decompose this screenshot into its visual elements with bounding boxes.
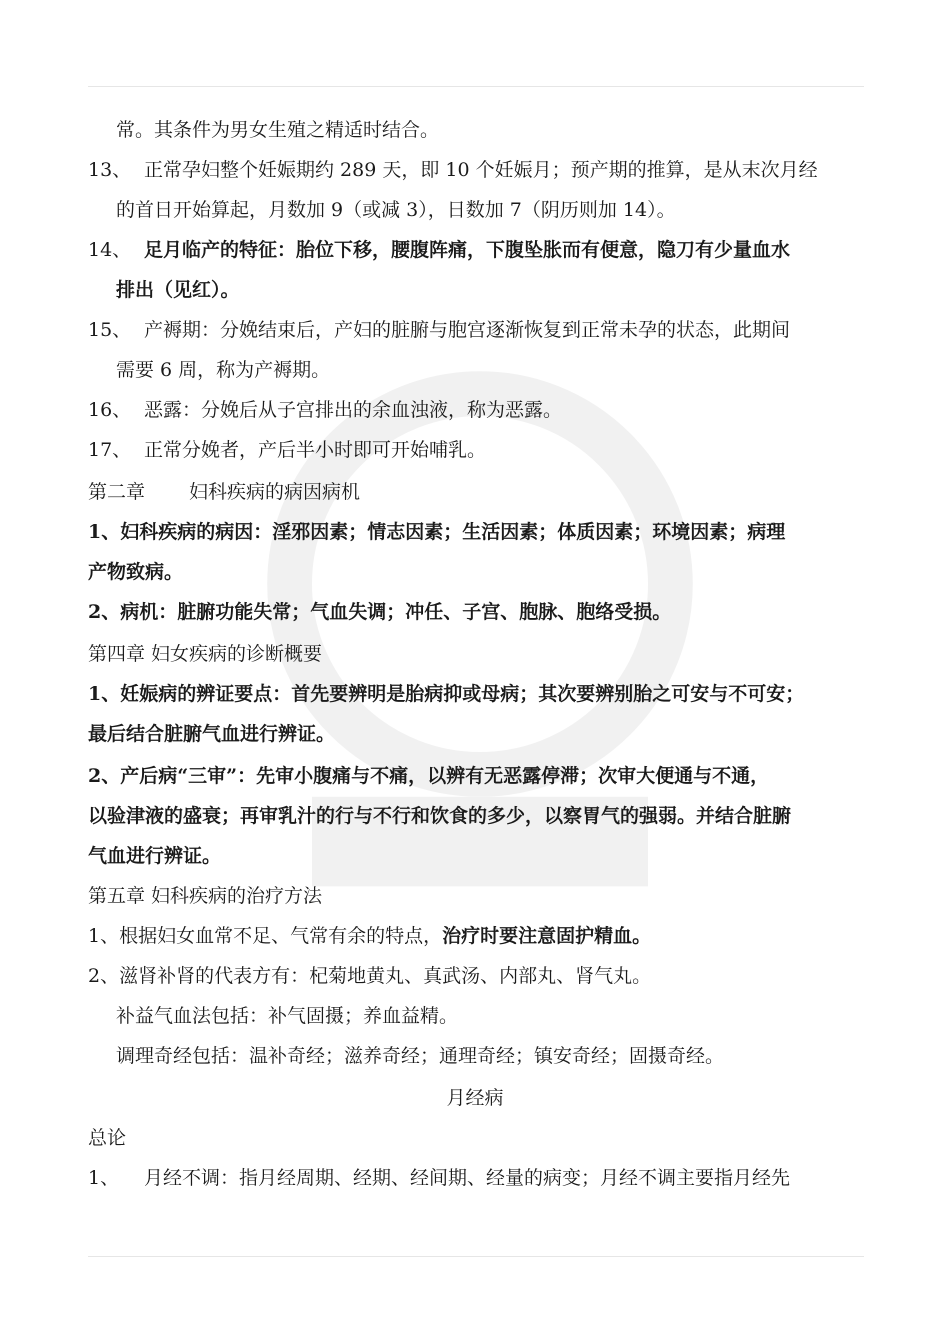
item-number: 17、 [88,439,132,461]
footer-rule [88,1256,864,1257]
text-line: 气血进行辨证。 [88,845,222,867]
text-line: 补益气血法包括：补气固摄；养血益精。 [116,1005,459,1027]
list-item-14 [88,236,790,264]
chapter-4-heading: 第四章 妇女疾病的诊断概要 [88,643,323,665]
item-text: 正常孕妇整个妊娠期约 289 天，即 10 个妊娠月；预产期的推算，是从末次月经 [144,159,818,181]
list-item-17 [88,436,486,464]
subsection-title: 总论 [88,1127,127,1149]
text-normal: 1、根据妇女血常不足、气常有余的特点， [88,925,443,947]
header-rule [88,86,864,87]
text-line: 以验津液的盛衰；再审乳汁的行与不行和饮食的多少，以察胃气的强弱。并结合脏腑 [88,805,792,827]
text-line: 1、妇科疾病的病因：淫邪因素；情志因素；生活因素；体质因素；环境因素；病理 [88,521,786,543]
item-number: 1、 [88,1167,120,1189]
item-text: 恶露：分娩后从子宫排出的余血浊液，称为恶露。 [144,399,563,421]
text-line: 常。其条件为男女生殖之精适时结合。 [116,119,440,141]
item-number: 13、 [88,159,132,181]
chapter-2-heading [88,478,360,506]
list-item-13 [88,156,818,184]
chapter-label: 第二章 [88,481,146,503]
list-item-15 [88,316,790,344]
text-line: 2、滋肾补肾的代表方有：杞菊地黄丸、真武汤、内部丸、肾气丸。 [88,965,652,987]
chapter-title: 妇科疾病的病因病机 [189,481,361,503]
text-line: 产物致病。 [88,561,184,583]
item-number: 14、 [88,239,132,261]
item-text: 正常分娩者，产后半小时即可开始哺乳。 [144,439,487,461]
section-title: 月经病 [446,1087,504,1109]
text-line: 排出（见红）。 [116,279,240,301]
text-line: 需要 6 周，称为产褥期。 [116,359,331,381]
text-line: 2、产后病“三审”：先审小腹痛与不痛，以辨有无恶露停滞；次审大便通与不通， [88,765,770,787]
item-text: 产褥期：分娩结束后，产妇的脏腑与胞宫逐渐恢复到正常未孕的状态，此期间 [144,319,791,341]
list-item-16 [88,396,562,424]
item-text: 月经不调：指月经周期、经期、经间期、经量的病变；月经不调主要指月经先 [144,1167,791,1189]
text-line: 1、妊娠病的辨证要点：首先要辨明是胎病抑或母病；其次要辨别胎之可安与不可安； [88,683,805,705]
item-number: 16、 [88,399,132,421]
item-text: 足月临产的特征：胎位下移，腰腹阵痛，下腹坠胀而有便意，隐刀有少量血水 [144,239,791,261]
list-item-1 [88,1164,790,1192]
text-line: 2、病机：脏腑功能失常；气血失调；冲任、子宫、胞脉、胞络受损。 [88,601,672,623]
text-line: 的首日开始算起，月数加 9（或减 3），日数加 7（阴历则加 14）。 [116,199,676,221]
text-line: 调理奇经包括：温补奇经；滋养奇经；通理奇经；镇安奇经；固摄奇经。 [116,1045,725,1067]
item-number: 15、 [88,319,132,341]
text-line: 最后结合脏腑气血进行辨证。 [88,723,336,745]
chapter-5-heading: 第五章 妇科疾病的治疗方法 [88,885,323,907]
text-emphasis: 治疗时要注意固护精血。 [442,925,652,947]
text-line [88,922,651,950]
